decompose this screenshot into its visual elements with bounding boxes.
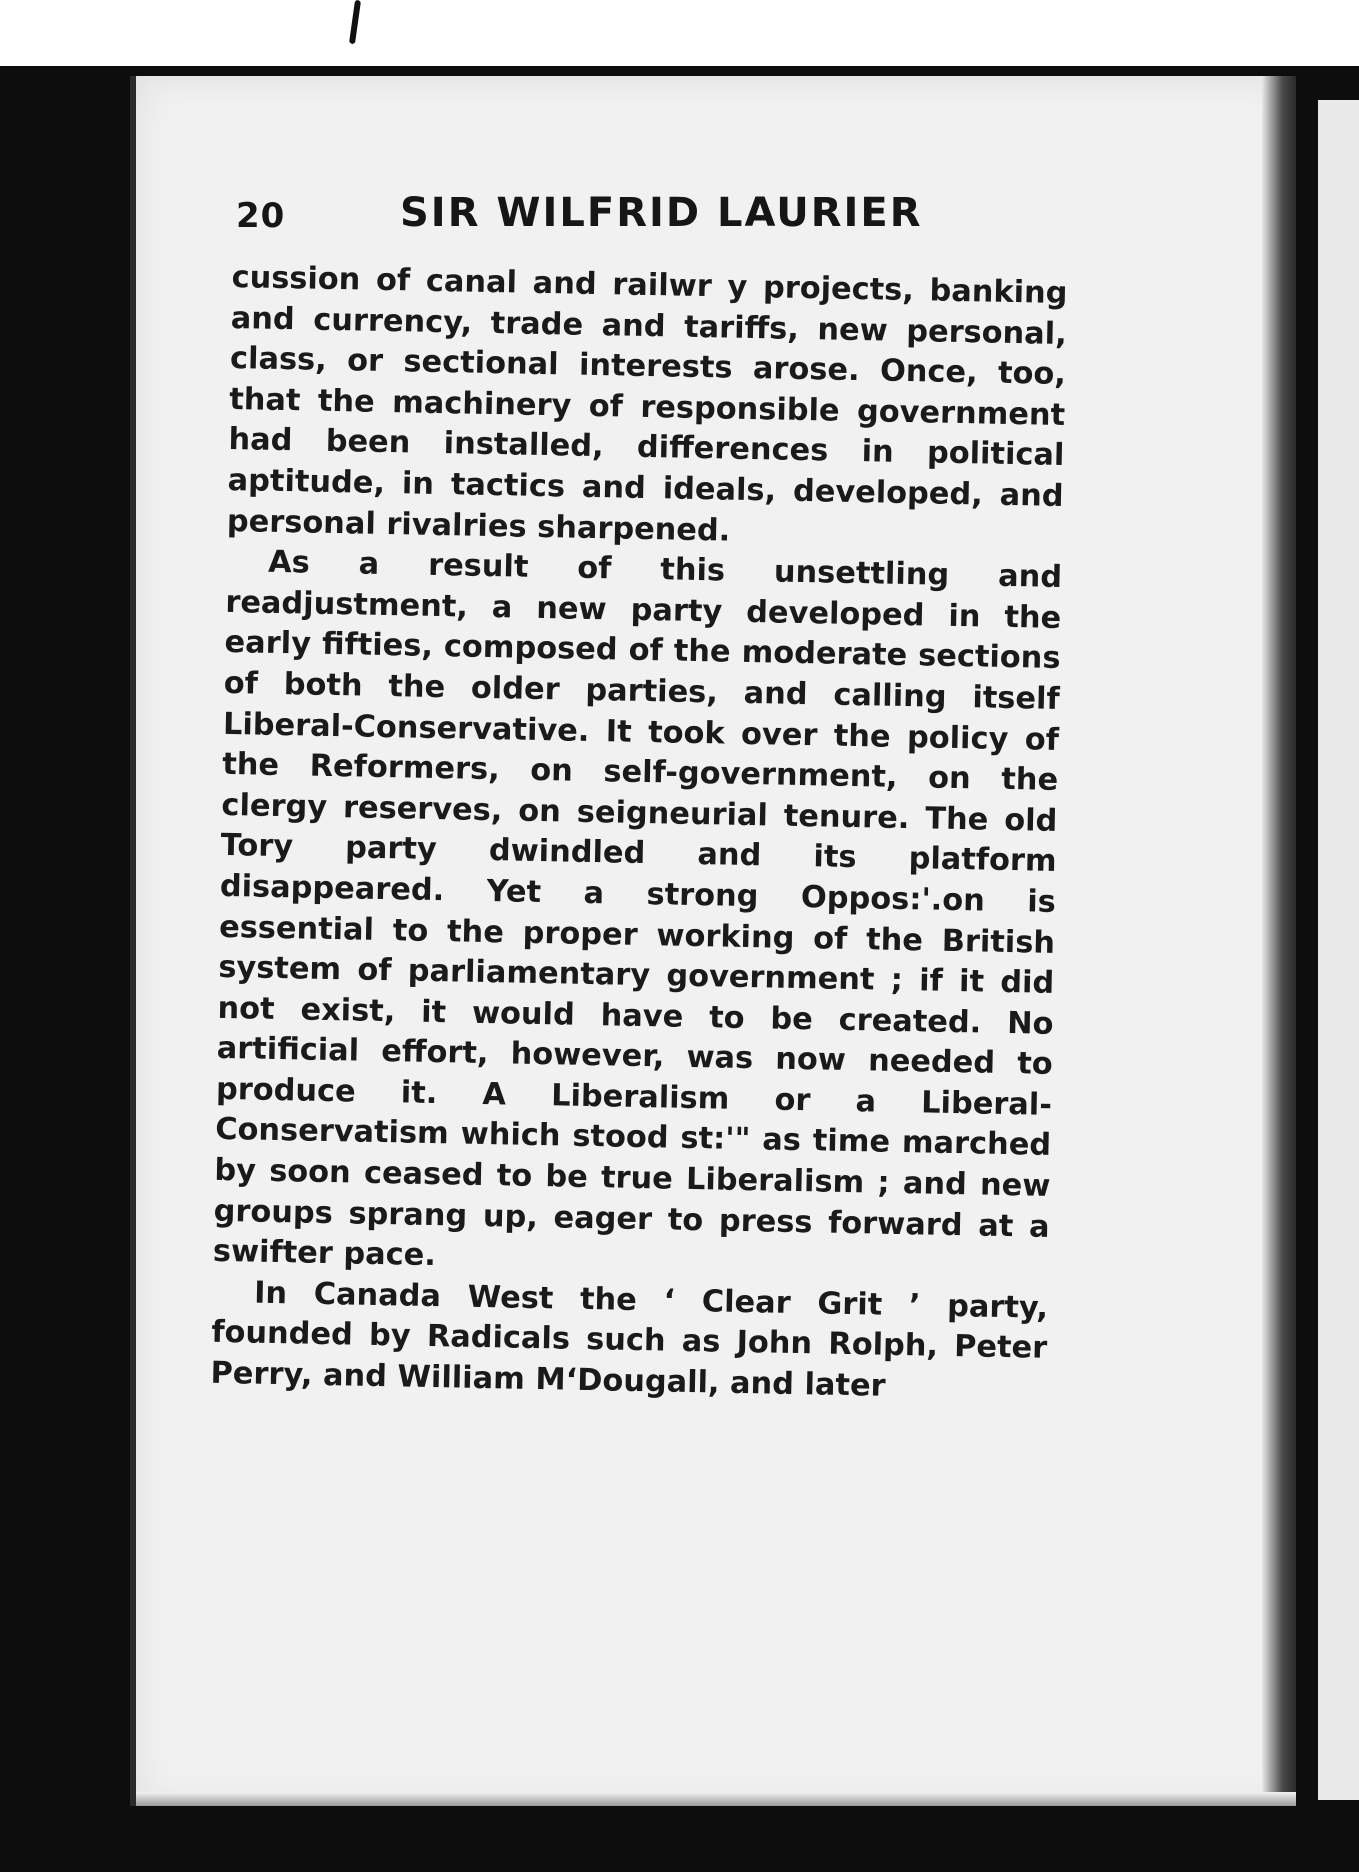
page-number: 20: [236, 196, 286, 236]
running-head: [236, 190, 1066, 250]
facing-page-edge: [1318, 100, 1359, 1800]
paragraph-3: In Canada West the ‘ Clear Grit ’ party, founded by Radicals such as John Rolph, Peter Perry, and William M‘Dougall, and later: [210, 1275, 1049, 1404]
page-bottom-edge: [136, 1792, 1296, 1806]
running-head-title: SIR WILFRID LAURIER: [400, 190, 923, 236]
paragraph-2: As a result of this unsettling and readjustment, a new party developed in the early fifties, composed of the moderate sections of both the older parties, and calling itself Liberal-Conservative. It took over the policy of the Reformers, on self-government, on the clergy reserves, on seigneurial tenure. The old Tory party dwindled and its platform disappeared. Yet a strong Oppos:'.on is essential to the proper working of the British system of parliamentary government ; if it did not exist, it would have to be created. No artificial effort, however, was now needed to produce it. A Liberalism or a Liberal-Conservatism which stood st:'" as time marched by soon ceased to be true Liberalism ; and new groups sprang up, eager to press forward at a swifter pace.: [212, 544, 1063, 1274]
page-gutter-shadow: [1262, 76, 1296, 1806]
body-text: [210, 258, 1068, 1410]
paragraph-1: cussion of canal and railwr y projects, banking and currency, trade and tariffs, new personal, class, or sectional interests arose. Once, too, that the machinery of responsible government had been installed, differences in political aptitude, in tactics and ideals, developed, and personal rivalries sharpened.: [226, 259, 1068, 549]
